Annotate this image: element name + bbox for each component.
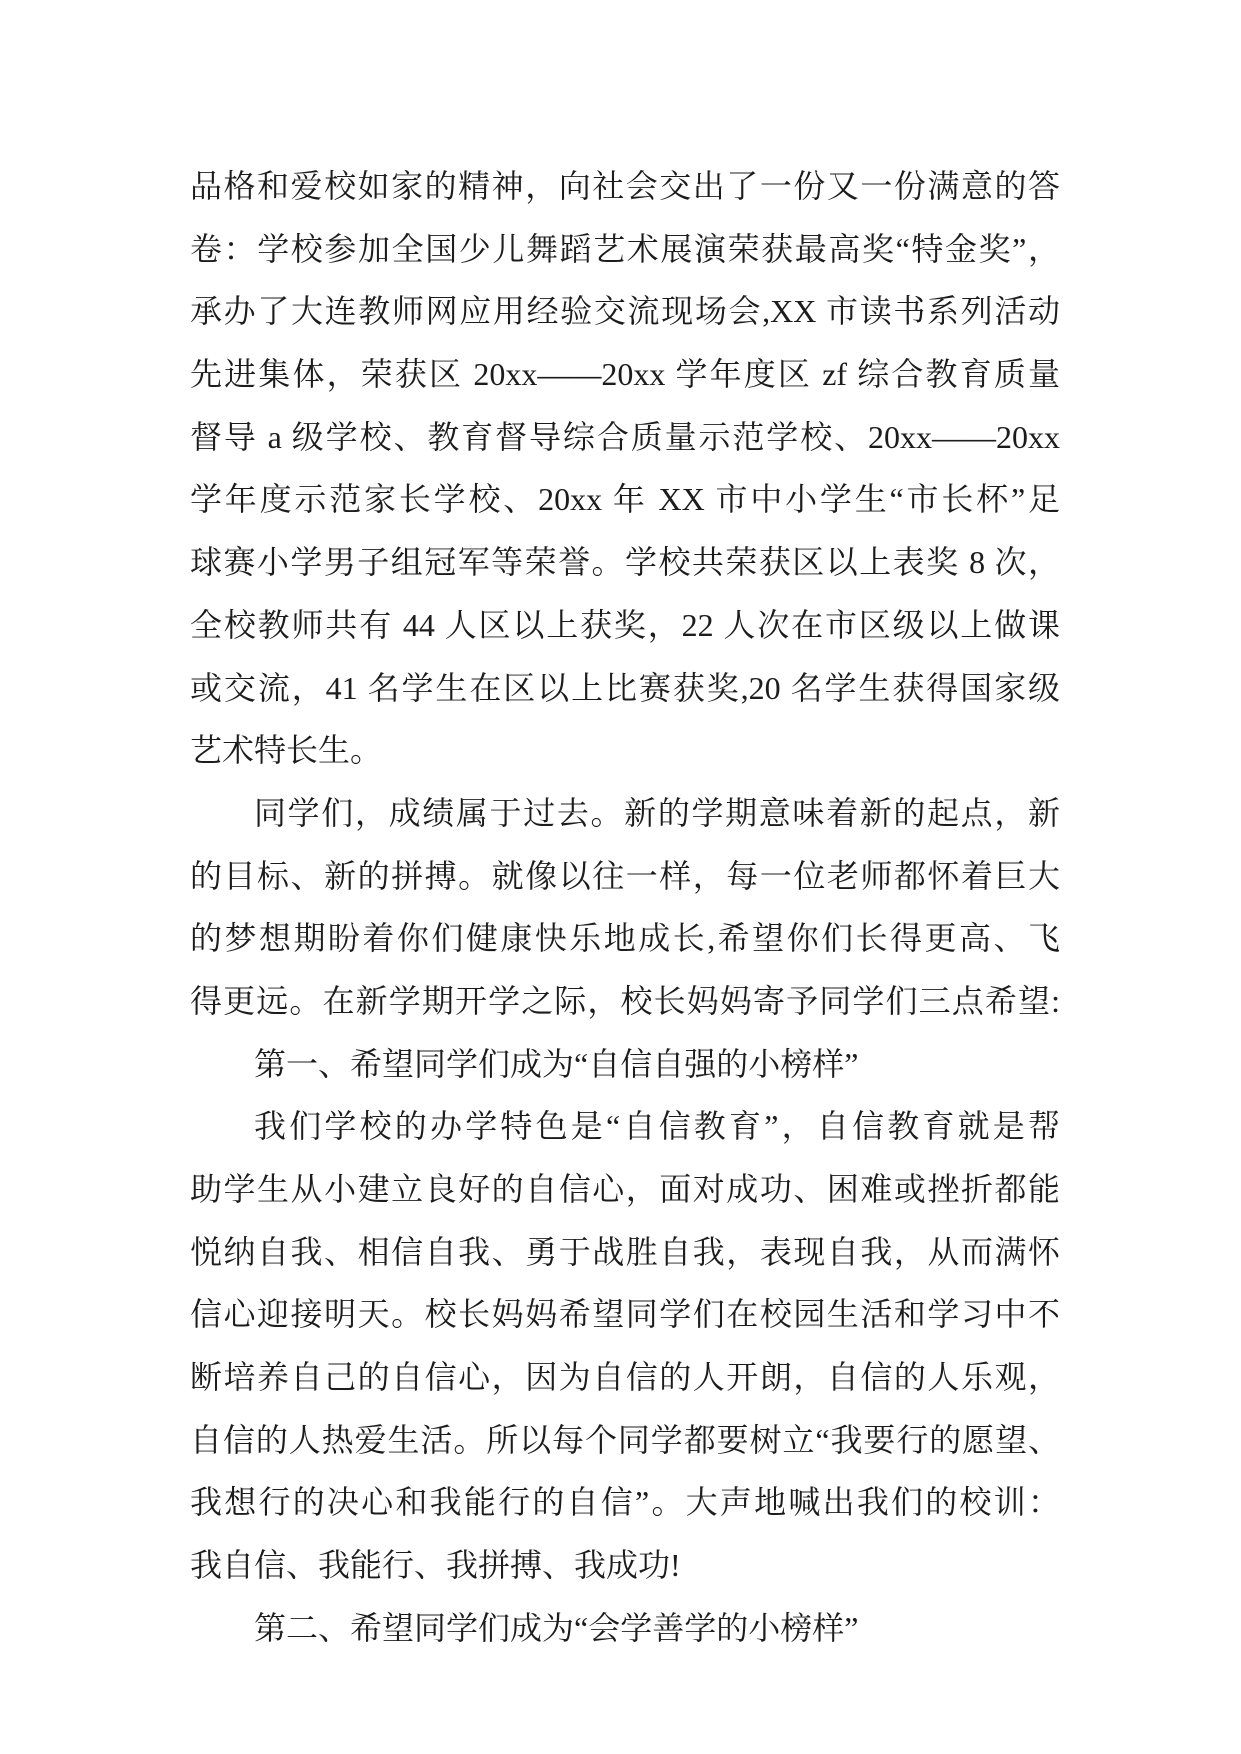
text-line: 的目标、新的拼搏。就像以往一样，每一位老师都怀着巨大 <box>190 857 1060 894</box>
text-line: 得更远。在新学期开学之际，校长妈妈寄予同学们三点希望: <box>190 982 1060 1019</box>
section-heading <box>190 1597 1060 1660</box>
text-line: 品格和爱校如家的精神，向社会交出了一份又一份满意的答 <box>190 168 1060 204</box>
text-line: 悦纳自我、相信自我、勇于战胜自我，表现自我，从而满怀 <box>190 1233 1060 1270</box>
text-line: 断培养自己的自信心，因为自信的人开朗，自信的人乐观， <box>190 1359 1060 1396</box>
text-line: 艺术特长生。 <box>190 732 383 769</box>
text-line: 同学们，成绩属于过去。新的学期意味着新的起点，新 <box>254 794 1060 831</box>
paragraph <box>190 1095 1060 1597</box>
text-line: 我们学校的办学特色是“自信教育”，自信教育就是帮 <box>254 1108 1060 1145</box>
text-line: 或交流，41 名学生在区以上比赛获奖,20 名学生获得国家级 <box>190 669 1060 706</box>
text-line: 助学生从小建立良好的自信心，面对成功、困难或挫折都能 <box>190 1171 1060 1207</box>
text-line: 球赛小学男子组冠军等荣誉。学校共荣获区以上表奖 8 次， <box>190 544 1060 581</box>
paragraph <box>190 155 1060 782</box>
text-line: 我自信、我能行、我拼搏、我成功! <box>190 1547 681 1584</box>
text-line: 全校教师共有 44 人区以上获奖，22 人次在市区级以上做课 <box>190 606 1060 643</box>
text-line: 自信的人热爱生活。所以每个同学都要树立“我要行的愿望、 <box>190 1421 1060 1458</box>
text-line: 学年度示范家长学校、20xx 年 XX 市中小学生“市长杯”足 <box>190 481 1060 518</box>
text-line: 承办了大连教师网应用经验交流现场会,XX 市读书系列活动 <box>190 293 1060 330</box>
paragraph <box>190 782 1060 1033</box>
text-line: 第一、希望同学们成为“自信自强的小榜样” <box>254 1045 859 1082</box>
text-line: 信心迎接明天。校长妈妈希望同学们在校园生活和学习中不 <box>190 1296 1060 1333</box>
text-line: 我想行的决心和我能行的自信”。大声地喊出我们的校训： <box>190 1484 1060 1521</box>
text-line: 先进集体，荣获区 20xx——20xx 学年度区 zf 综合教育质量 <box>190 356 1060 393</box>
document-body <box>190 155 1060 1660</box>
text-line: 督导 a 级学校、教育督导综合质量示范学校、20xx——20xx <box>190 418 1060 455</box>
text-line: 第二、希望同学们成为“会学善学的小榜样” <box>254 1609 859 1646</box>
section-heading <box>190 1033 1060 1096</box>
text-line: 卷：学校参加全国少儿舞蹈艺术展演荣获最高奖“特金奖”， <box>190 230 1060 267</box>
text-line: 的梦想期盼着你们健康快乐地成长,希望你们长得更高、飞 <box>190 920 1060 957</box>
